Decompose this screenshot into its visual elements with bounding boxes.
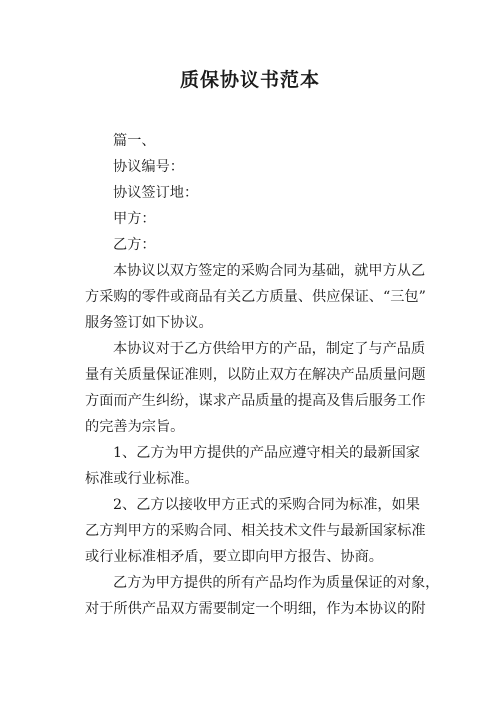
- document-line: 甲方：: [113, 211, 156, 227]
- document-line: 或行业标准相矛盾，要立即向甲方报告、协商。: [85, 549, 383, 565]
- document-line: 乙方为甲方提供的所有产品均作为质量保证的对象，: [113, 575, 440, 591]
- document-line: 1、乙方为甲方提供的产品应遵守相关的最新国家: [113, 445, 420, 461]
- document-line: 篇一、: [113, 133, 156, 149]
- document-line: 标准或行业标准。: [85, 471, 199, 487]
- document-line: 对于所供产品双方需要制定一个明细，作为本协议的附: [85, 601, 426, 617]
- document-line: 本协议以双方签定的采购合同为基础，就甲方从乙: [113, 263, 426, 279]
- document-line: 的完善为宗旨。: [85, 419, 185, 435]
- document-line: 方面而产生纠纷，谋求产品质量的提高及售后服务工作: [85, 393, 426, 409]
- document-line: 2、乙方以接收甲方正式的采购合同为标准，如果: [113, 497, 420, 513]
- document-line: 方采购的零件或商品有关乙方质量、供应保证、“三包”: [85, 289, 426, 305]
- document-title: 质保协议书范本: [179, 69, 320, 91]
- document-body: [85, 128, 440, 622]
- document-line: 服务签订如下协议。: [85, 315, 213, 331]
- document-line: 量有关质量保证准则，以防止双方在解决产品质量问题: [85, 367, 426, 383]
- document-line: 协议签订地：: [113, 185, 199, 201]
- document-line: 本协议对于乙方供给甲方的产品，制定了与产品质: [113, 341, 426, 357]
- document-line: 协议编号：: [113, 159, 184, 175]
- document-line: 乙方：: [113, 237, 156, 253]
- document-line: 乙方判甲方的采购合同、相关技术文件与最新国家标准: [85, 523, 426, 539]
